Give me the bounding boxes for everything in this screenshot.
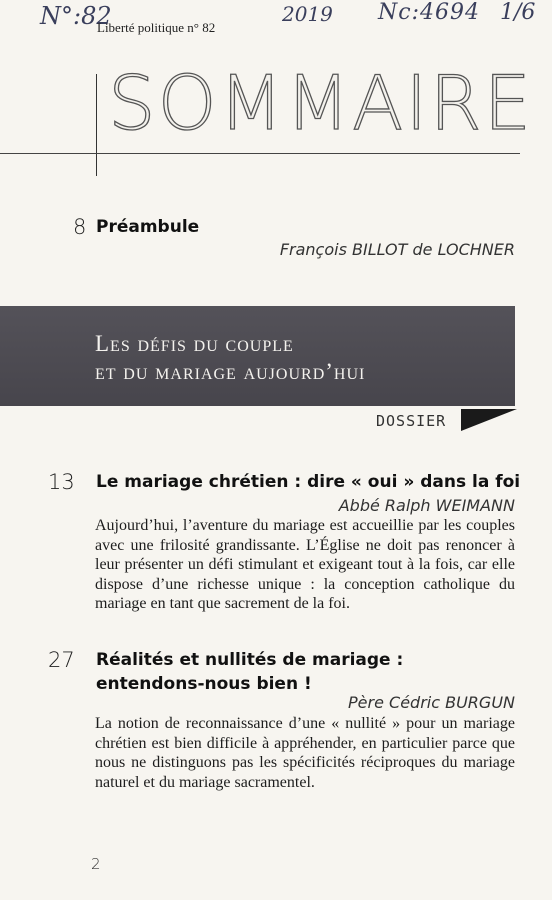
page-number: 2 — [91, 855, 101, 873]
article-1-title: Le mariage chrétien : dire « oui » dans la foi — [96, 472, 521, 492]
page-title: SOMMAIRE — [108, 59, 533, 147]
article-1-page-number: 13 — [48, 470, 75, 494]
handwritten-reference: Nc:4694 — [378, 0, 480, 25]
handwritten-issue-number: N°:82 — [40, 2, 112, 30]
article-2-title-line-2: entendons-nous bien ! — [96, 674, 312, 694]
title-divider — [96, 74, 97, 176]
article-2-title-line-1: Réalités et nullités de mariage : — [96, 650, 404, 670]
preambule-author: François BILLOT de LOCHNER — [279, 240, 515, 259]
article-2-author: Père Cédric BURGUN — [348, 693, 515, 712]
handwritten-page-count: 1/6 — [500, 0, 536, 25]
dossier-title-line-2: et du mariage aujourd’hui — [95, 359, 366, 384]
article-2-abstract: La notion de reconnaissance d’une « nullité » pour un mariage chrétien est bien difficile à appréhender, en particulier parce que nous ne distinguons pas les spécificités réciproques du mariage naturel et du mariage sacramentel. — [95, 715, 515, 791]
article-2-page-number: 27 — [48, 648, 75, 672]
handwritten-year: 2019 — [282, 2, 333, 26]
issue-label: Liberté politique n° 82 — [97, 20, 216, 35]
article-1-abstract: Aujourd’hui, l’aventure du mariage est accueillie par les couples avec une frilosité grandissante. L’Église ne doit pas renoncer à leur présenter un défi stimulant et exigeant tout à la fois, car elle dispose d’une richesse unique : la conception catholique du mariage en tant que sacrement de la foi. — [95, 517, 515, 612]
dossier-flag-icon — [461, 409, 517, 431]
dossier-tag: DOSSIER — [376, 412, 447, 430]
dossier-title — [95, 330, 505, 386]
title-rule — [0, 153, 520, 154]
dossier-title-line-1: Les défis du couple — [95, 331, 294, 356]
preambule-page-number: 8 — [73, 215, 87, 239]
article-1-author: Abbé Ralph WEIMANN — [338, 496, 515, 515]
article-2-title — [96, 648, 403, 696]
preambule-title: Préambule — [96, 217, 200, 237]
